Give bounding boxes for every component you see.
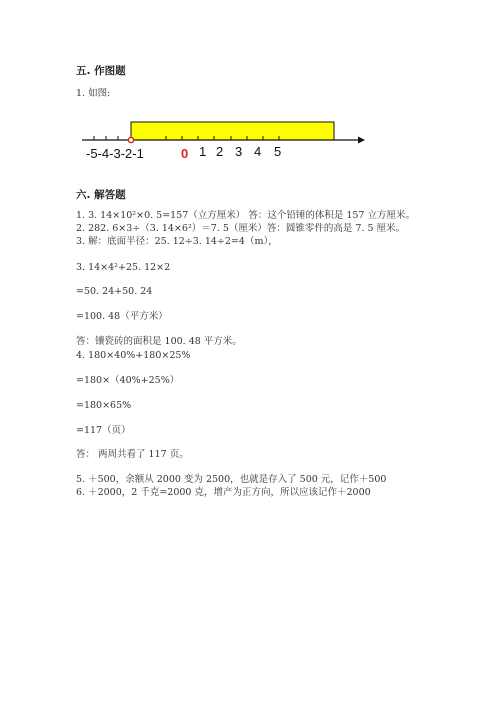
answer-line: 4. 180×40%+180×25% (76, 350, 191, 361)
number-line-figure (80, 118, 365, 162)
answer-line: =180×（40%+25%） (76, 375, 180, 386)
label-3: 3 (235, 144, 243, 159)
answer-line: 3. 解：底面半径：25. 12÷3. 14÷2=4（m）， (76, 236, 278, 247)
answer-line: =117（页） (76, 425, 131, 436)
answer-line: =50. 24+50. 24 (76, 286, 153, 297)
negative-labels: -5-4-3-2-1 (86, 146, 144, 161)
answer-line: 6. ＋2000，2 千克=2000 克，增产为正方向，所以应该记作＋2000 (76, 487, 371, 498)
answer-line: 5. ＋500，余额从 2000 变为 2500，也就是存入了 500 元，记作＋500 (76, 474, 387, 485)
answer-line: 2. 282. 6×3÷（3. 14×6²）＝7. 5（厘米）答：圆锥零件的高是 7. 5 厘米。 (76, 223, 406, 234)
arrow-head-icon (358, 137, 365, 144)
label-2: 2 (216, 144, 224, 159)
zero-label: 0 (181, 146, 189, 161)
label-4: 4 (254, 144, 262, 159)
answer-line: 3. 14×4²+25. 12×2 (76, 262, 171, 273)
section-title-solutions: 六. 解答题 (76, 189, 126, 201)
label-1: 1 (199, 144, 207, 159)
question-1-label: 1. 如图: (76, 88, 111, 99)
answer-line: 答： 两周共看了 117 页。 (76, 449, 189, 460)
start-point-marker (128, 137, 133, 142)
answer-line: 答：镶瓷砖的面积是 100. 48 平方米。 (76, 336, 242, 347)
section-title-drawing: 五. 作图题 (76, 65, 126, 77)
answer-line: =180×65% (76, 400, 132, 411)
highlighted-region (131, 122, 334, 140)
answer-line: 1. 3. 14×10²×0. 5=157（立方厘米） 答：这个铅锤的体积是 157 立方厘米。 (76, 210, 415, 221)
label-5: 5 (274, 144, 282, 159)
answer-line: =100. 48（平方米） (76, 311, 168, 322)
